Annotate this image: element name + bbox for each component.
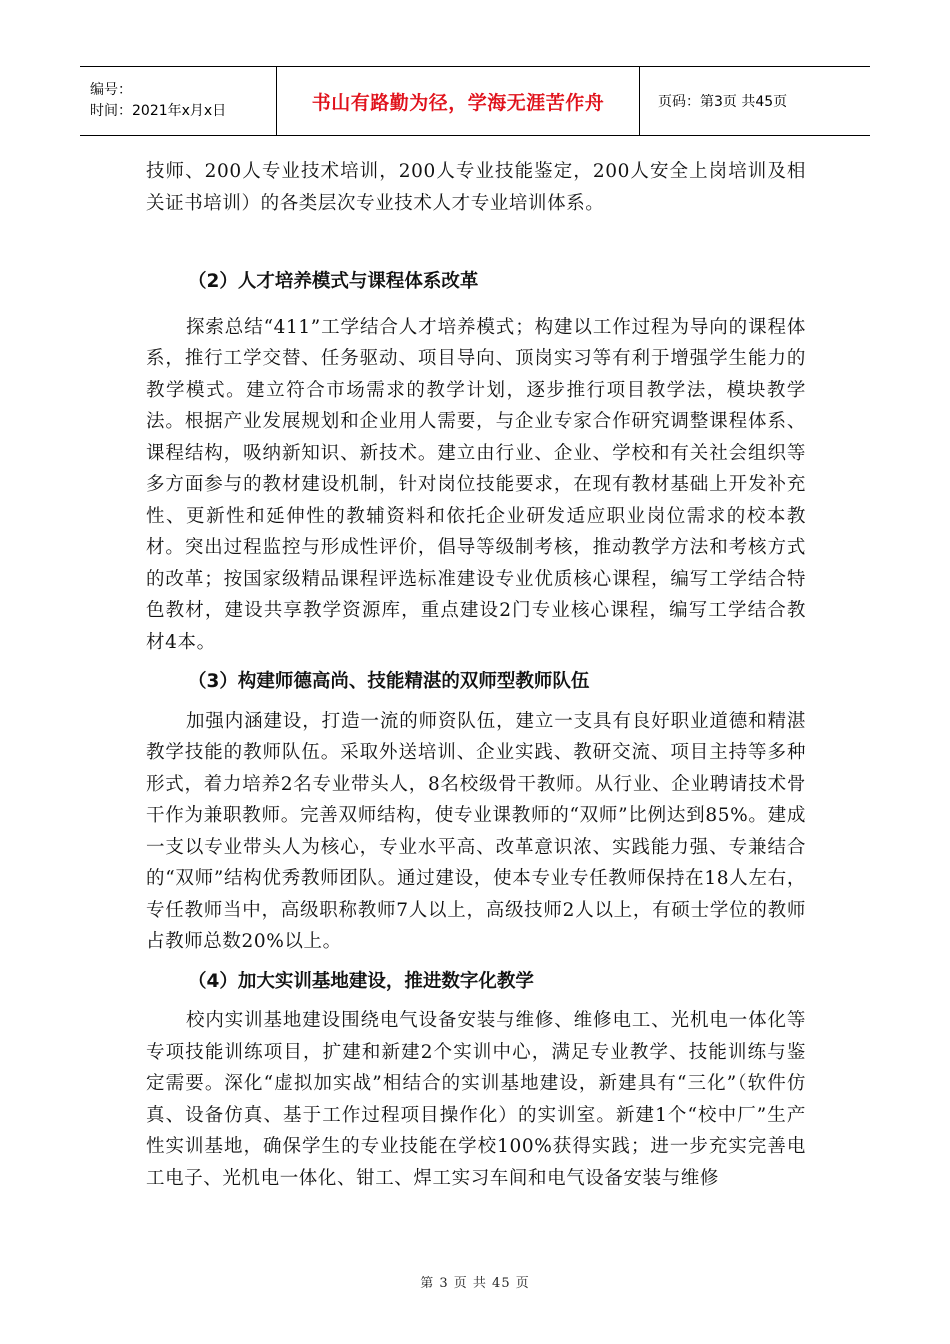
section-heading-2: （2）人才培养模式与课程体系改革 (188, 271, 479, 292)
page-header (80, 66, 870, 136)
document-number: 编号： (90, 82, 132, 98)
intro-paragraph: 技师、200人专业技术培训，200人专业技能鉴定，200人安全上岗培训及相关证书培训）的各类层次专业技术人才专业培训体系。 (146, 161, 806, 214)
section-paragraph-2: 探索总结“411”工学结合人才培养模式；构建以工作过程为导向的课程体系，推行工学交替、任务驱动、项目导向、顶岗实习等有利于增强学生能力的教学模式。建立符合市场需求的教学计划，逐步推行项目教学法，模块教学法。根据产业发展规划和企业用人需要，与企业专家合作研究调整课程体系、课程结构，吸纳新知识、新技术。建立由行业、企业、学校和有关社会组织等多方面参与的教材建设机制，针对岗位技能要求，在现有教材基础上开发补充性、更新性和延伸性的教辅资料和依托企业研发适应职业岗位需求的校本教材。突出过程监控与形成性评价，倡导等级制考核，推动教学方法和考核方式的改革；按国家级精品课程评选标准建设专业优质核心课程，编写工学结合特色教材，建设共享教学资源库，重点建设2门专业核心课程，编写工学结合教材4本。 (146, 316, 806, 653)
header-motto: 书山有路勤为径，学海无涯苦作舟 (311, 91, 605, 114)
header-page-cell (640, 67, 871, 136)
page-footer: 第 3 页 共 45 页 (420, 1276, 530, 1291)
section-heading-3: （3）构建师德高尚、技能精湛的双师型教师队伍 (188, 671, 590, 692)
document-body (146, 156, 806, 1194)
header-meta (80, 67, 277, 136)
header-motto-cell (277, 67, 640, 136)
section-heading-4: （4）加大实训基地建设，推进数字化教学 (188, 970, 534, 992)
document-date: 时间：2021年x月x日 (90, 103, 227, 119)
section-paragraph-3: 加强内涵建设，打造一流的师资队伍，建立一支具有良好职业道德和精湛教学技能的教师队伍。采取外送培训、企业实践、教研交流、项目主持等多种形式，着力培养2名专业带头人，8名校级骨干教师。从行业、企业聘请技术骨干作为兼职教师。完善双师结构，使专业课教师的“双师”比例达到85%。建成一支以专业带头人为核心，专业水平高、改革意识浓、实践能力强、专兼结合的“双师”结构优秀教师团队。通过建设，使本专业专任教师保持在18人左右，专任教师当中，高级职称教师7人以上，高级技师2人以上，有硕士学位的教师占教师总数20%以上。 (146, 710, 806, 952)
header-page-ref: 页码：第3页 共45页 (658, 94, 788, 110)
section-paragraph-4: 校内实训基地建设围绕电气设备安装与维修、维修电工、光机电一体化等专项技能训练项目，扩建和新建2个实训中心，满足专业教学、技能训练与鉴定需要。深化“虚拟加实战”相结合的实训基地建设，新建具有“三化”（软件仿真、设备仿真、基于工作过程项目操作化）的实训室。新建1个“校中厂”生产性实训基地，确保学生的专业技能在学校100%获得实践；进一步充实完善电工电子、光机电一体化、钳工、焊工实习车间和电气设备安装与维修 (146, 1010, 806, 1189)
